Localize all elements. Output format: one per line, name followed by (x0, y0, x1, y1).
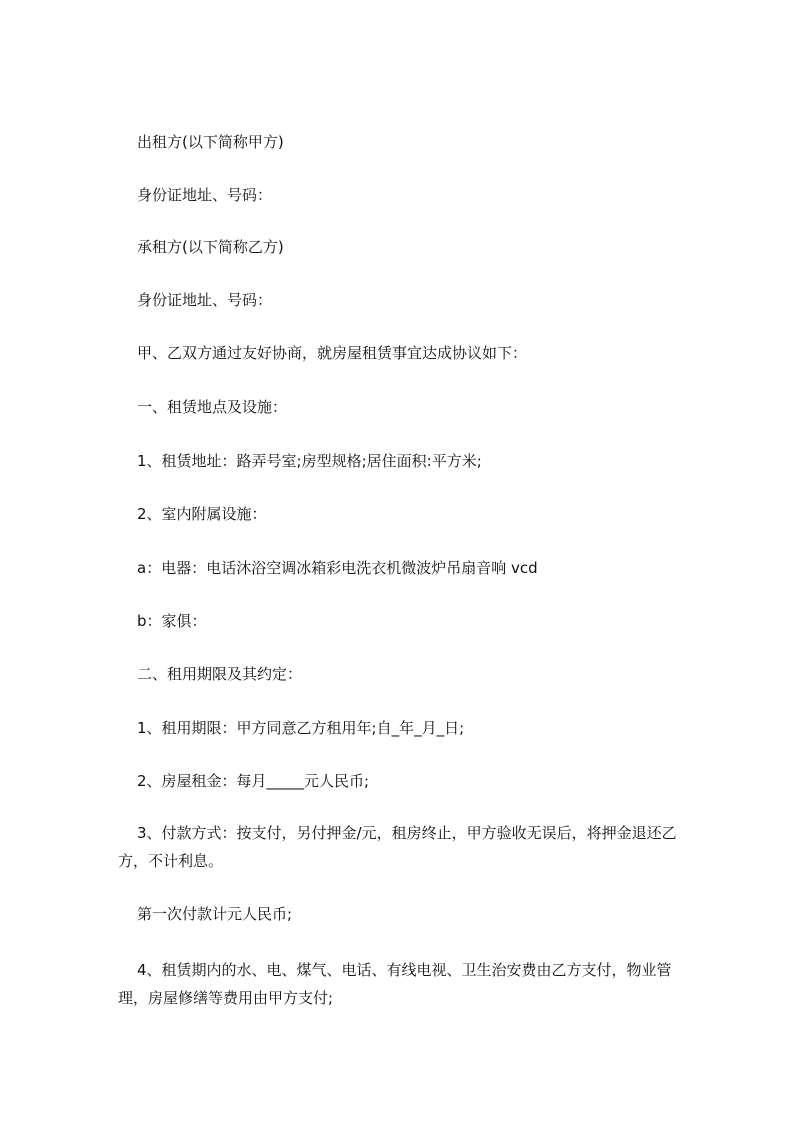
clause-1-2: 2、室内附属设施： (137, 505, 267, 523)
lessee-line: 承租方(以下简称乙方) (137, 238, 284, 256)
lessee-id-line: 身份证地址、号码： (137, 291, 273, 309)
clause-2-3: 3、付款方式：按支付，另付押金/元，租房终止，甲方验收无误后，将押金退还乙方，不计利息。 (118, 824, 677, 870)
clause-1-2-a: a：电器：电话沐浴空调冰箱彩电洗衣机微波炉吊扇音响 vcd (137, 559, 538, 577)
clause-1-2-b: b：家俱： (137, 612, 207, 630)
clause-1-1: 1、租赁地址：路弄号室;房型规格;居住面积:平方米; (137, 452, 482, 470)
lessor-id-line: 身份证地址、号码： (137, 186, 273, 204)
clause-2-4: 4、租赁期内的水、电、煤气、电话、有线电视、卫生治安费由乙方支付，物业管理，房屋修缮等费用由甲方支付; (118, 961, 672, 1007)
clause-2-2: 2、房屋租金：每月_____元人民币; (137, 772, 370, 790)
lessor-line: 出租方(以下简称甲方) (137, 133, 284, 151)
first-payment-line: 第一次付款计元人民币; (137, 905, 293, 923)
agreement-intro: 甲、乙双方通过友好协商，就房屋租赁事宜达成协议如下： (137, 344, 528, 362)
section-2-heading: 二、租用期限及其约定： (137, 665, 303, 683)
section-1-heading: 一、租赁地点及设施： (137, 398, 288, 416)
clause-2-1: 1、租用期限：甲方同意乙方租用年;自_年_月_日; (137, 719, 465, 737)
